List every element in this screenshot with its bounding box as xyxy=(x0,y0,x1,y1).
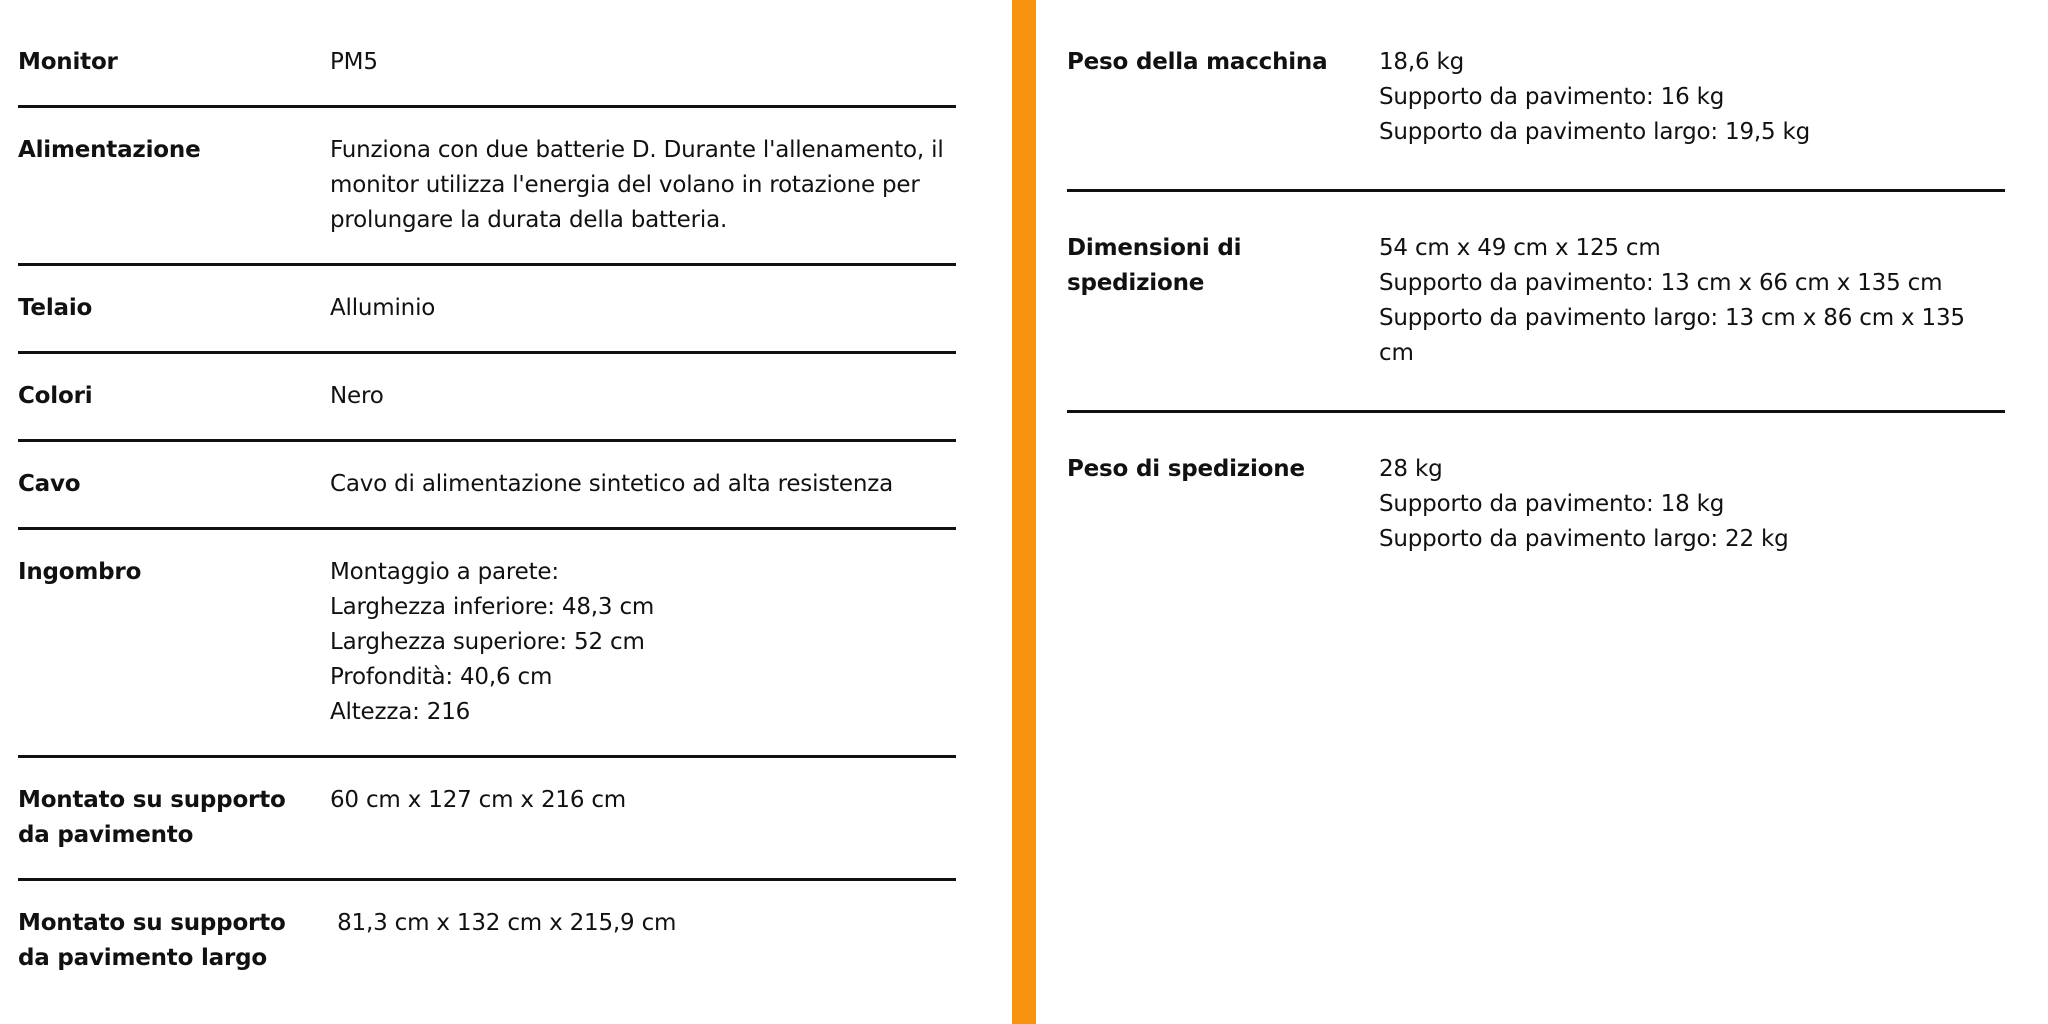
spec-label: Cavo xyxy=(18,471,81,497)
spec-row-cavo xyxy=(18,467,956,530)
spec-label: Colori xyxy=(18,383,93,409)
spec-value: 54 cm x 49 cm x 125 cm Supporto da pavimento: 13 cm x 66 cm x 135 cm Supporto da pavimento largo: 13 cm x 86 cm x 135 cm xyxy=(1379,235,1965,366)
spec-row-monitor xyxy=(18,45,956,108)
spec-value: Nero xyxy=(330,383,384,409)
spec-row-peso-macchina xyxy=(1067,45,2005,192)
spec-value: 60 cm x 127 cm x 216 cm xyxy=(330,787,627,813)
spec-row-peso-spedizione xyxy=(1067,452,2005,596)
spec-row-dimensioni-spedizione xyxy=(1067,231,2005,413)
spec-value: 81,3 cm x 132 cm x 215,9 cm xyxy=(330,910,677,936)
spec-value: Montaggio a parete: Larghezza inferiore: 48,3 cm Larghezza superiore: 52 cm Profondità: 40,6 cm Altezza: 216 xyxy=(330,559,655,725)
spec-label: Montato su supporto da pavimento xyxy=(18,787,286,848)
spec-row-supporto-pavimento-largo xyxy=(18,906,956,1001)
spec-value: Alluminio xyxy=(330,295,436,321)
spec-label: Dimensioni di spedizione xyxy=(1067,235,1242,296)
spec-table-left xyxy=(18,45,956,1001)
spec-row-alimentazione xyxy=(18,133,956,266)
spec-label: Telaio xyxy=(18,295,93,321)
spec-row-colori xyxy=(18,379,956,442)
spec-value: Cavo di alimentazione sintetico ad alta resistenza xyxy=(330,471,893,497)
spec-label: Alimentazione xyxy=(18,137,201,163)
spec-label: Peso di spedizione xyxy=(1067,456,1305,482)
spec-label: Monitor xyxy=(18,49,118,75)
spec-table-right xyxy=(1067,45,2005,635)
spec-value: 18,6 kg Supporto da pavimento: 16 kg Supporto da pavimento largo: 19,5 kg xyxy=(1379,49,1811,145)
spec-row-supporto-pavimento xyxy=(18,783,956,881)
spec-value: PM5 xyxy=(330,49,378,75)
spec-value: 28 kg Supporto da pavimento: 18 kg Supporto da pavimento largo: 22 kg xyxy=(1379,456,1789,552)
spec-label: Peso della macchina xyxy=(1067,49,1328,75)
accent-divider-bar xyxy=(1012,0,1036,1024)
spec-row-ingombro xyxy=(18,555,956,758)
spec-label: Montato su supporto da pavimento largo xyxy=(18,910,286,971)
spec-label: Ingombro xyxy=(18,559,142,585)
spec-value: Funziona con due batterie D. Durante l'allenamento, il monitor utilizza l'energia del volano in rotazione per prolungare la durata della batteria. xyxy=(330,137,944,233)
spec-row-telaio xyxy=(18,291,956,354)
